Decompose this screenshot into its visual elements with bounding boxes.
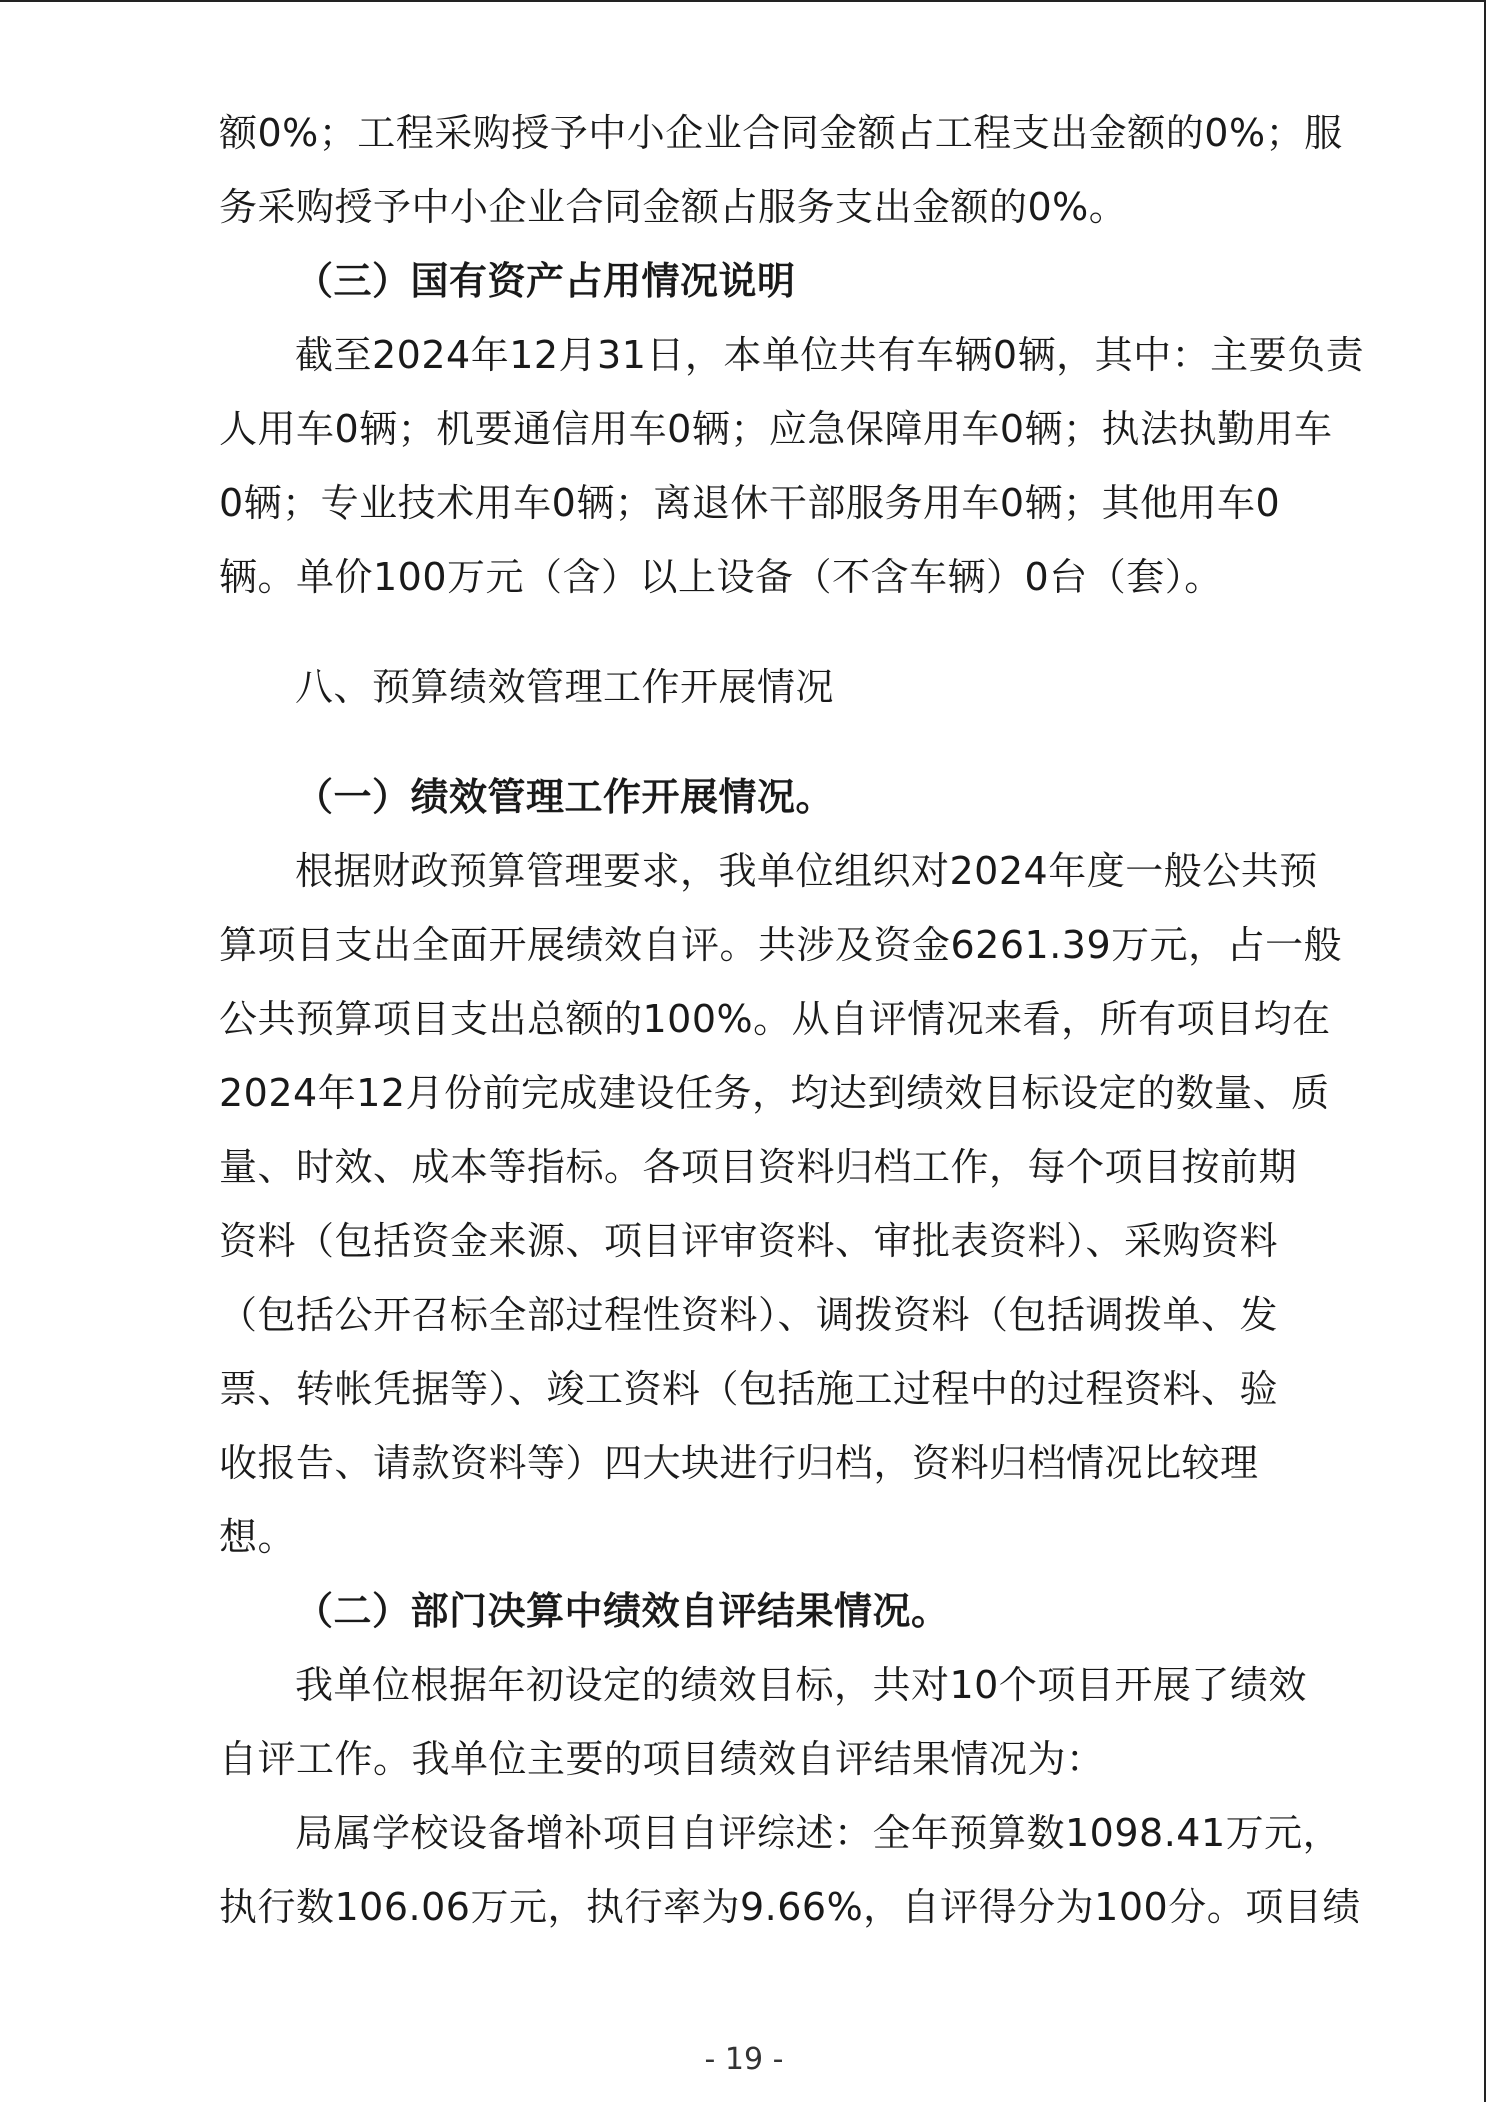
text-line: 截至2024年12月31日，本单位共有车辆0辆，其中：主要负责 [295, 333, 1365, 377]
text-line: 算项目支出全面开展绩效自评。共涉及资金6261.39万元，占一般 [219, 923, 1343, 967]
text-line: 量、时效、成本等指标。各项目资料归档工作，每个项目按前期 [219, 1145, 1298, 1189]
text-line: 票、转帐凭据等）、竣工资料（包括施工过程中的过程资料、验 [219, 1367, 1279, 1411]
heading-perf-mgmt: （一）绩效管理工作开展情况。 [295, 775, 835, 819]
text-line: 收报告、请款资料等）四大块进行归档，资料归档情况比较理 [219, 1441, 1259, 1485]
text-line: 公共预算项目支出总额的100%。从自评情况来看，所有项目均在 [219, 997, 1331, 1041]
text-line: 0辆；专业技术用车0辆；离退休干部服务用车0辆；其他用车0 [219, 481, 1281, 525]
paragraph-assets [219, 318, 1365, 614]
heading-self-eval: （二）部门决算中绩效自评结果情况。 [295, 1589, 950, 1633]
paragraph-self-eval [219, 1648, 1307, 1796]
page-number: - 19 - [704, 2042, 784, 2077]
section-title: 八、预算绩效管理工作开展情况 [295, 665, 835, 709]
text-line: 局属学校设备增补项目自评综述：全年预算数1098.41万元， [295, 1811, 1342, 1855]
paragraph-perf-mgmt [219, 834, 1343, 1574]
paragraph-continued [219, 96, 1343, 244]
text-line: 人用车0辆；机要通信用车0辆；应急保障用车0辆；执法执勤用车 [219, 407, 1333, 451]
text-line: 额0%；工程采购授予中小企业合同金额占工程支出金额的0%；服 [219, 111, 1343, 155]
text-line: 想。 [219, 1515, 297, 1559]
text-line: 根据财政预算管理要求，我单位组织对2024年度一般公共预 [295, 849, 1318, 893]
text-line: 自评工作。我单位主要的项目绩效自评结果情况为： [219, 1737, 1105, 1781]
text-line: 执行数106.06万元，执行率为9.66%，自评得分为100分。项目绩 [219, 1885, 1361, 1929]
paragraph-project [219, 1796, 1361, 1944]
document-body [219, 96, 1365, 1944]
text-line: （包括公开召标全部过程性资料）、调拨资料（包括调拨单、发 [219, 1293, 1279, 1337]
text-line: 辆。单价100万元（含）以上设备（不含车辆）0台（套）。 [219, 555, 1223, 599]
text-line: 务采购授予中小企业合同金额占服务支出金额的0%。 [219, 185, 1128, 229]
heading-assets: （三）国有资产占用情况说明 [295, 259, 796, 303]
text-line: 2024年12月份前完成建设任务，均达到绩效目标设定的数量、质 [219, 1071, 1330, 1115]
text-line: 资料（包括资金来源、项目评审资料、审批表资料）、采购资料 [219, 1219, 1279, 1263]
text-line: 我单位根据年初设定的绩效目标，共对10个项目开展了绩效 [295, 1663, 1307, 1707]
